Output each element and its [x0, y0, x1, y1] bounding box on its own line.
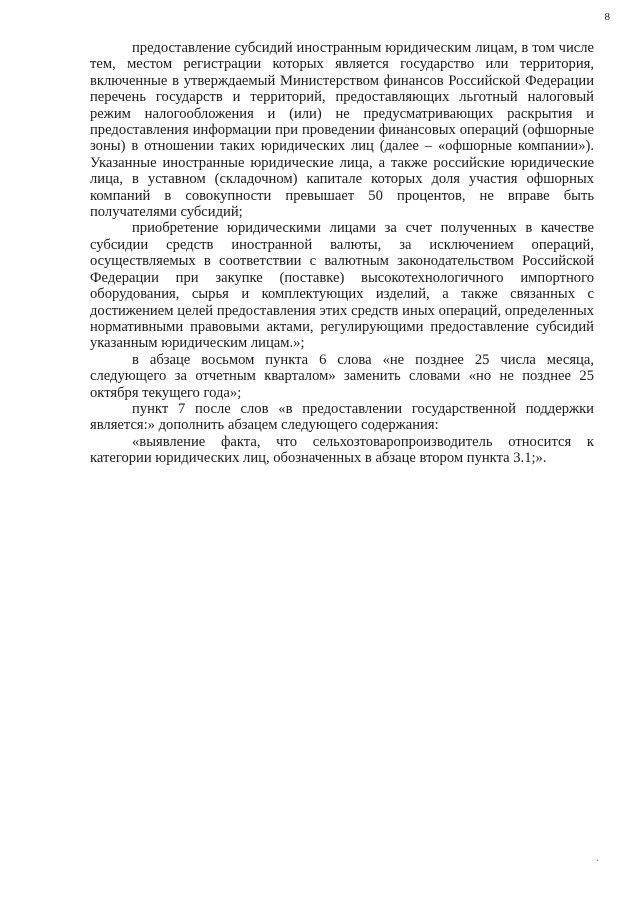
paragraph-item-6-amendment: в абзаце восьмом пункта 6 слова «не позднее 25 числа месяца, следующего за отчетным кварталом» заменить словами «но не позднее 25 октября текущего года»; — [90, 351, 594, 401]
page-number: 8 — [604, 11, 610, 23]
paragraph-offshore-restriction: предоставление субсидий иностранным юридическим лицам, в том числе тем, местом регистрации которых является государство или территория, включенные в утверждаемый Министерством финансов Российской Федерации перечень государств и территорий, предоставляющих льготный налоговый режим налогообложения и (или) не предусматривающих раскрытия и предоставления информации при проведении финансовых операций (офшорные зоны) в отношении таких юридических лиц (далее – «офшорные компании»). Указанные иностранные юридические лица, а также российские юридические лица, в уставном (складочном) капитале которых доля участия офшорных компаний в совокупности превышает 50 процентов, не вправе быть получателями субсидий; — [90, 40, 594, 221]
scan-dot-artifact — [597, 860, 598, 861]
document-body — [90, 40, 594, 467]
paragraph-currency-acquisition: приобретение юридическими лицами за счет полученных в качестве субсидии средств иностранной валюты, за исключением операций, осуществляемых в соответствии с валютным законодательством Российской Федерации при закупке (поставке) высокотехнологичного импортного оборудования, сырья и комплектующих изделий, а также связанных с достижением целей предоставления этих средств иных операций, определенных нормативными правовыми актами, регулирующими предоставление субсидий указанным юридическим лицам.»; — [90, 220, 594, 352]
paragraph-new-clause: «выявление факта, что сельхозтоваропроизводитель относится к категории юридических лиц, обозначенных в абзаце втором пункта 3.1;». — [90, 433, 594, 467]
paragraph-item-7-amendment: пункт 7 после слов «в предоставлении государственной поддержки является:» дополнить абзацем следующего содержания: — [90, 400, 594, 434]
